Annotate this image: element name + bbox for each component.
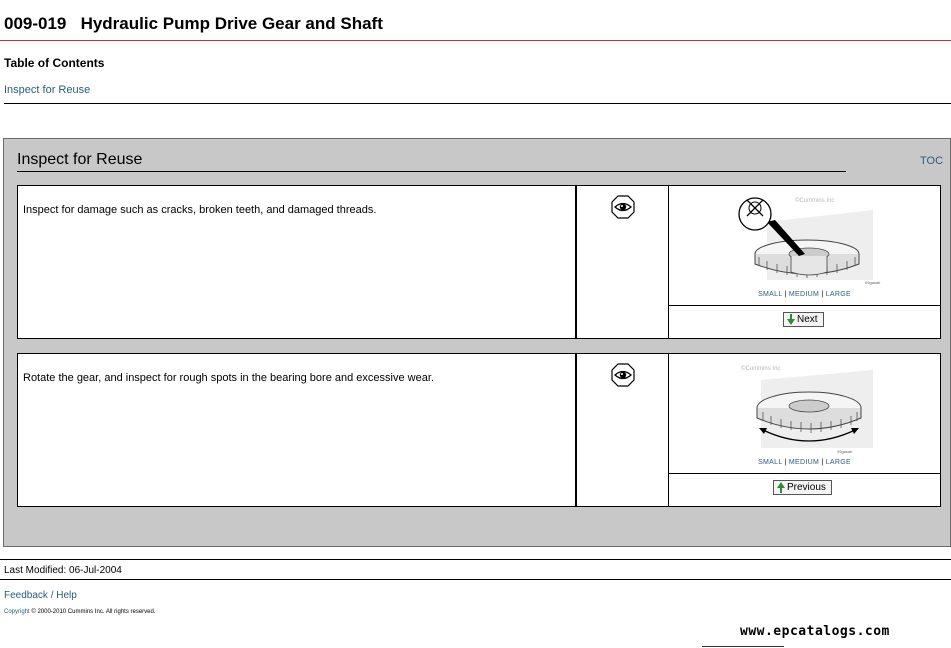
page-title bbox=[4, 14, 383, 34]
image-size-links: SMALL | MEDIUM | LARGE bbox=[758, 459, 851, 466]
step-instruction: Inspect for damage such as cracks, broken teeth, and damaged threads. bbox=[18, 186, 577, 338]
figure-watermark: ©Cummins Inc bbox=[795, 198, 835, 204]
gear-crack-figure[interactable] bbox=[737, 192, 881, 288]
doc-title: Hydraulic Pump Drive Gear and Shaft bbox=[80, 14, 383, 33]
svg-text:09gasab: 09gasab bbox=[837, 449, 853, 454]
step-icon-cell bbox=[577, 354, 669, 506]
size-large-link[interactable]: LARGE bbox=[825, 291, 851, 298]
inspect-eye-icon bbox=[611, 195, 635, 219]
toc-link-inspect-for-reuse[interactable]: Inspect for Reuse bbox=[4, 84, 91, 96]
help-link[interactable]: Help bbox=[56, 590, 77, 601]
footer-divider bbox=[0, 559, 951, 560]
arrow-down-icon bbox=[787, 314, 795, 325]
step-image-cell bbox=[669, 354, 940, 506]
size-large-link[interactable]: LARGE bbox=[825, 459, 851, 466]
last-modified-date: 06-Jul-2004 bbox=[69, 565, 122, 576]
toc-heading: Table of Contents bbox=[4, 56, 105, 70]
section-title-divider bbox=[17, 171, 846, 172]
next-button-label: Next bbox=[797, 314, 818, 325]
copyright bbox=[4, 609, 156, 615]
feedback-help: Feedback / Help bbox=[4, 590, 77, 601]
size-small-link[interactable]: SMALL bbox=[758, 459, 783, 466]
last-modified-label: Last Modified: bbox=[4, 565, 67, 576]
step-image-cell bbox=[669, 186, 940, 338]
title-divider bbox=[0, 40, 951, 41]
toc-divider bbox=[4, 103, 951, 104]
copyright-text: © 2000-2010 Cummins Inc. All rights reserved. bbox=[31, 609, 156, 615]
feedback-link[interactable]: Feedback bbox=[4, 590, 48, 601]
copyright-link[interactable]: Copyright bbox=[4, 609, 30, 615]
image-size-links: SMALL | MEDIUM | LARGE bbox=[758, 291, 851, 298]
previous-button-label: Previous bbox=[787, 482, 826, 493]
inspect-section bbox=[3, 138, 951, 547]
watermark-underline bbox=[702, 646, 784, 647]
arrow-up-icon bbox=[777, 482, 785, 493]
size-medium-link[interactable]: MEDIUM bbox=[788, 291, 820, 298]
section-title: Inspect for Reuse bbox=[17, 151, 143, 168]
doc-number: 009-019 bbox=[4, 14, 67, 33]
last-modified bbox=[4, 565, 122, 576]
size-small-link[interactable]: SMALL bbox=[758, 291, 783, 298]
footer-divider bbox=[0, 579, 951, 580]
site-watermark: www.epcatalogs.com bbox=[740, 624, 890, 639]
previous-button[interactable] bbox=[773, 480, 832, 495]
figure-area bbox=[669, 186, 940, 306]
svg-text:09gasab: 09gasab bbox=[865, 280, 881, 285]
gear-rotate-figure[interactable] bbox=[737, 360, 877, 456]
figure-watermark: ©Cummins Inc bbox=[741, 366, 781, 372]
inspect-eye-icon bbox=[611, 363, 635, 387]
next-button[interactable] bbox=[783, 312, 824, 327]
figure-area bbox=[669, 354, 940, 474]
step-instruction: Rotate the gear, and inspect for rough spots in the bearing bore and excessive wear. bbox=[18, 354, 577, 506]
size-medium-link[interactable]: MEDIUM bbox=[788, 459, 820, 466]
step-row bbox=[17, 353, 941, 507]
step-row bbox=[17, 185, 941, 339]
toc-back-link[interactable]: TOC bbox=[920, 155, 944, 167]
step-icon-cell bbox=[577, 186, 669, 338]
